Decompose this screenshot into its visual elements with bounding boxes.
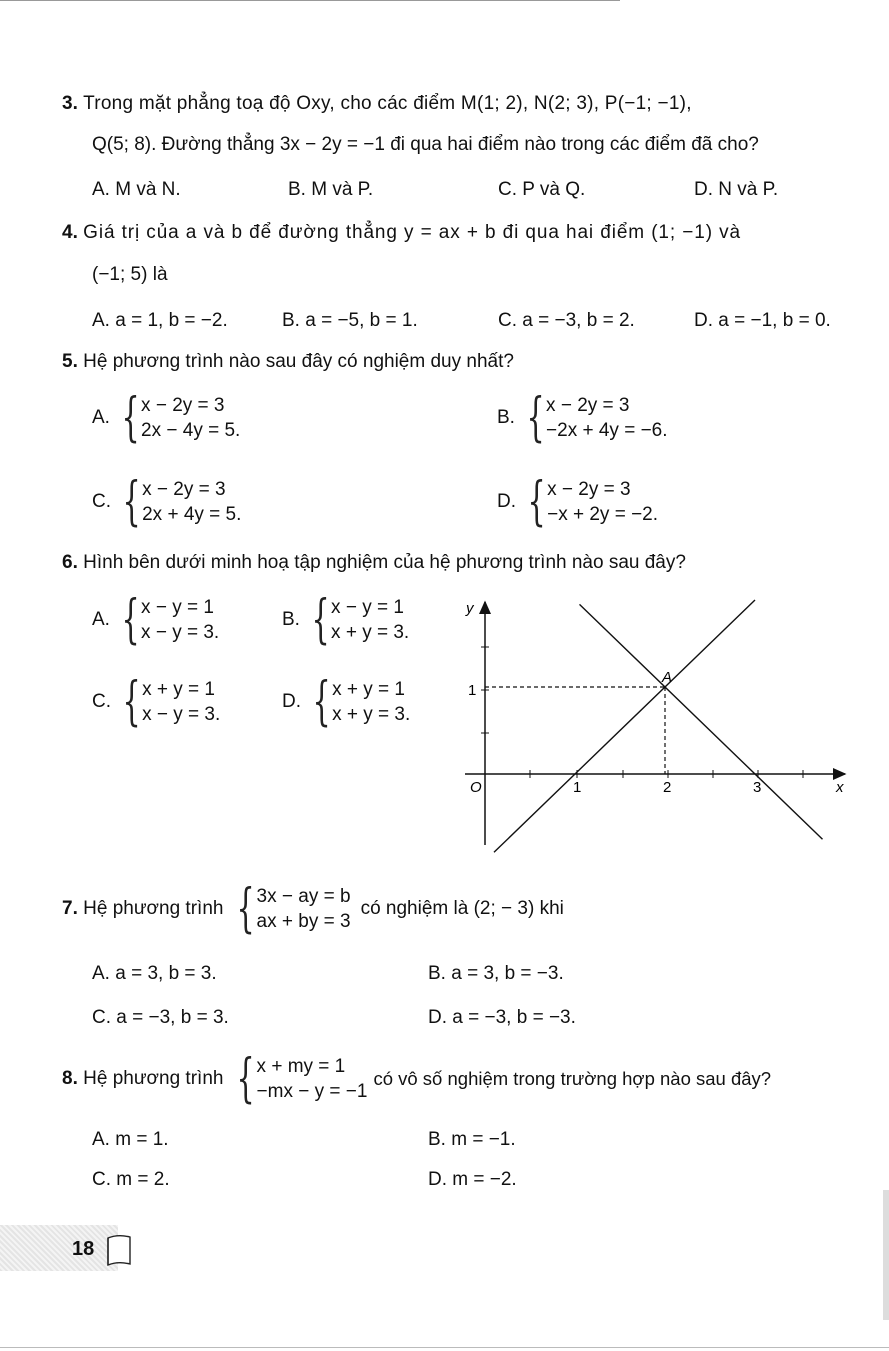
q6-option-b[interactable]	[282, 590, 410, 650]
q4-text-line1: Giá trị của a và b để đường thẳng y = ax + b đi qua hai điểm (1; −1) và	[83, 222, 741, 243]
q7-option-a[interactable]: A. a = 3, b = 3.	[92, 963, 217, 984]
q5-a-eq1: x − 2y = 3	[141, 395, 225, 416]
q8-pre: Hệ phương trình	[83, 1068, 224, 1089]
brace-icon: {	[122, 472, 141, 532]
q6-d-label: D.	[282, 691, 301, 712]
q8-number: 8.	[62, 1068, 78, 1089]
q6-text: Hình bên dưới minh hoạ tập nghiệm của hệ phương trình nào sau đây?	[83, 552, 686, 573]
q7-option-b[interactable]: B. a = 3, b = −3.	[428, 963, 564, 984]
page-number-background	[0, 1225, 118, 1271]
q3-number: 3.	[62, 93, 78, 114]
q6-d-eq1: x + y = 1	[332, 679, 405, 700]
q7-eq2: ax + by = 3	[256, 911, 351, 932]
brace-icon: {	[122, 672, 141, 732]
q6-a-eq1: x − y = 1	[141, 597, 214, 618]
q5-c-label: C.	[92, 491, 111, 512]
q5-b-eq2: −2x + 4y = −6.	[546, 420, 668, 441]
page-number: 18	[72, 1238, 95, 1260]
q5-b-eq1: x − 2y = 3	[546, 395, 630, 416]
graph-line-1	[494, 600, 755, 852]
brace-icon: {	[312, 672, 331, 732]
q3-option-b[interactable]: B. M và P.	[288, 179, 374, 200]
q8-post: có vô số nghiệm trong trường hợp nào sau đây?	[373, 1068, 772, 1089]
q4-option-b[interactable]: B. a = −5, b = 1.	[282, 310, 418, 331]
q6-c-label: C.	[92, 691, 111, 712]
q6-c-eq2: x − y = 3.	[142, 704, 221, 725]
q5-d-eq2: −x + 2y = −2.	[547, 504, 659, 525]
q6-graph	[440, 590, 860, 860]
q4-option-d[interactable]: D. a = −1, b = 0.	[694, 310, 831, 331]
q8-option-a[interactable]: A. m = 1.	[92, 1129, 169, 1150]
bottom-rule	[0, 1347, 889, 1348]
q3-text-line2: Q(5; 8). Đường thẳng 3x − 2y = −1 đi qua hai điểm nào trong các điểm đã cho?	[92, 134, 759, 155]
q5-text: Hệ phương trình nào sau đây có nghiệm duy nhất?	[83, 351, 514, 372]
x-tick-label-2: 2	[663, 779, 672, 796]
y-axis-label: y	[466, 600, 474, 617]
q6-b-label: B.	[282, 609, 300, 630]
page-edge-shade	[883, 1190, 889, 1320]
q3-option-d[interactable]: D. N và P.	[694, 179, 779, 200]
q5-option-c[interactable]	[92, 472, 242, 532]
q5-c-eq1: x − 2y = 3	[142, 479, 226, 500]
q6-c-eq1: x + y = 1	[142, 679, 215, 700]
q3-text-line1: Trong mặt phẳng toạ độ Oxy, cho các điểm M(1; 2), N(2; 3), P(−1; −1),	[83, 93, 692, 114]
point-a-label: A	[662, 669, 673, 686]
q5-d-label: D.	[497, 491, 516, 512]
x-tick-label-3: 3	[753, 779, 762, 796]
q7-option-d[interactable]: D. a = −3, b = −3.	[428, 1007, 576, 1028]
top-rule	[0, 0, 620, 1]
x-tick-label-1: 1	[573, 779, 582, 796]
q3-line1	[62, 92, 692, 116]
brace-icon: {	[121, 388, 140, 448]
q6-b-eq1: x − y = 1	[331, 597, 404, 618]
brace-icon: {	[236, 1049, 256, 1109]
q4-line1	[62, 221, 741, 245]
q6-number: 6.	[62, 552, 78, 573]
q5-a-eq2: 2x − 4y = 5.	[141, 420, 241, 441]
brace-icon: {	[236, 879, 256, 939]
q5-c-eq2: 2x + 4y = 5.	[142, 504, 242, 525]
q5-number: 5.	[62, 351, 78, 372]
q5-option-b[interactable]	[497, 388, 668, 448]
q6-d-eq2: x + y = 3.	[332, 704, 411, 725]
brace-icon: {	[121, 590, 140, 650]
q7-number: 7.	[62, 898, 78, 919]
q5-d-eq1: x − 2y = 3	[547, 479, 631, 500]
q6-option-d[interactable]	[282, 672, 411, 732]
graph-line-2	[580, 604, 823, 839]
q5-b-label: B.	[497, 407, 515, 428]
q4-number: 4.	[62, 222, 78, 243]
q6-option-c[interactable]	[92, 672, 221, 732]
q4-option-c[interactable]: C. a = −3, b = 2.	[498, 310, 635, 331]
q5-option-d[interactable]	[497, 472, 659, 532]
q6-a-eq2: x − y = 3.	[141, 622, 220, 643]
y-tick-label-1: 1	[468, 682, 477, 699]
q6-option-a[interactable]	[92, 590, 220, 650]
q5-stem	[62, 350, 514, 374]
q3-option-c[interactable]: C. P và Q.	[498, 179, 586, 200]
q3-option-a[interactable]: A. M và N.	[92, 179, 181, 200]
q8-eq1: x + my = 1	[256, 1056, 346, 1077]
q7-post: có nghiệm là (2; − 3) khi	[360, 898, 564, 919]
q5-option-a[interactable]	[92, 388, 241, 448]
brace-icon: {	[526, 388, 545, 448]
q6-stem	[62, 551, 686, 575]
q7-option-c[interactable]: C. a = −3, b = 3.	[92, 1007, 229, 1028]
q7-stem	[62, 879, 564, 939]
q6-b-eq2: x + y = 3.	[331, 622, 410, 643]
q4-option-a[interactable]: A. a = 1, b = −2.	[92, 310, 228, 331]
brace-icon: {	[527, 472, 546, 532]
q8-stem	[62, 1049, 772, 1109]
q4-text-line2: (−1; 5) là	[92, 264, 168, 285]
x-axis-label: x	[836, 779, 844, 796]
q7-pre: Hệ phương trình	[83, 898, 224, 919]
book-icon	[104, 1234, 134, 1268]
origin-label: O	[470, 779, 482, 796]
q8-option-c[interactable]: C. m = 2.	[92, 1169, 170, 1190]
q7-eq1: 3x − ay = b	[256, 886, 351, 907]
q6-a-label: A.	[92, 609, 110, 630]
brace-icon: {	[311, 590, 330, 650]
q8-eq2: −mx − y = −1	[256, 1081, 368, 1102]
q8-option-d[interactable]: D. m = −2.	[428, 1169, 517, 1190]
q8-option-b[interactable]: B. m = −1.	[428, 1129, 516, 1150]
q5-a-label: A.	[92, 407, 110, 428]
